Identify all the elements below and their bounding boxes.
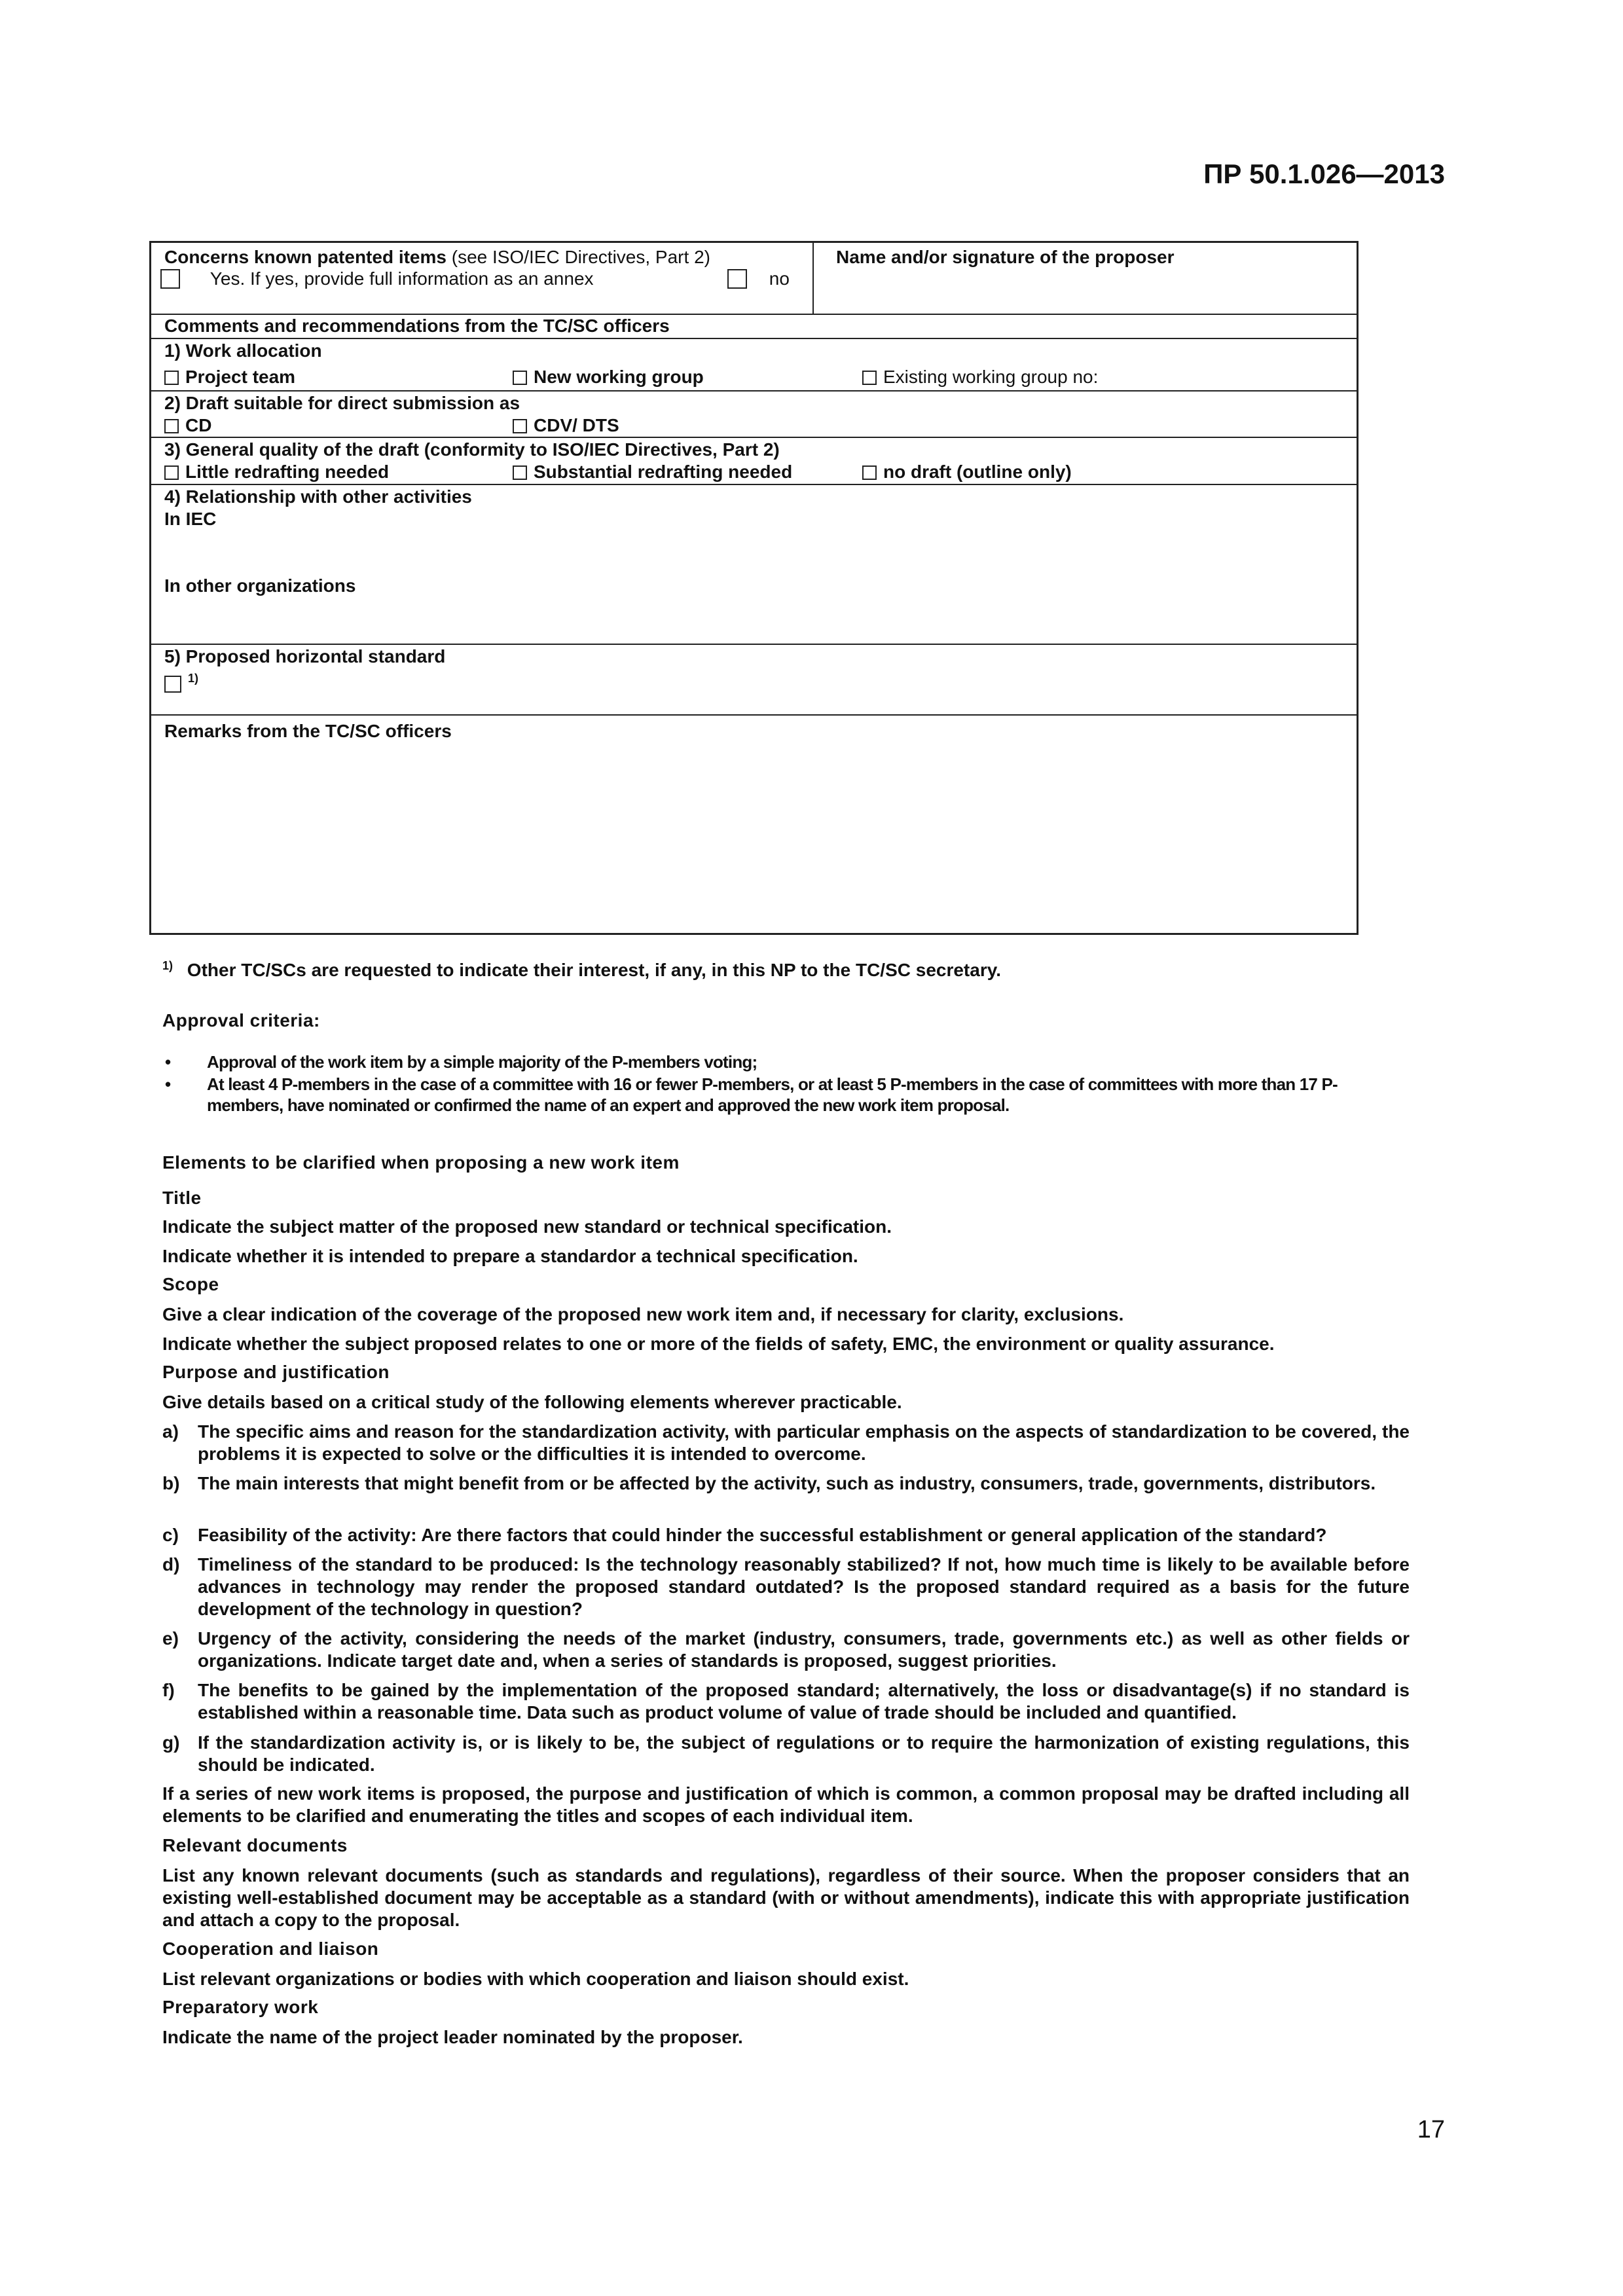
purpose-list-item-f: f) The benefits to be gained by the implementation of the proposed standard; alternatively, the loss or disadvantage(s) if no standard is established within a reasonable time. Data such as product volume of value of trade should be included and quantified. (162, 1680, 1410, 1722)
patent-heading: Concerns known patented items (see ISO/IEC Directives, Part 2) (164, 247, 710, 267)
proposal-form (149, 241, 1359, 935)
column-divider (812, 243, 814, 314)
cd-checkbox[interactable] (164, 419, 179, 433)
existing-working-group-option[interactable]: Existing working group no: (862, 368, 1098, 386)
series-paragraph: If a series of new work items is proposed, the purpose and justification of which is common, a common proposal may be drafted including all elements to be clarified and enumerating the titles and scopes of each individual item. (162, 1783, 1410, 1826)
horizontal-standard-label: 5) Proposed horizontal standard (164, 646, 446, 666)
purpose-list-item-d: d) Timeliness of the standard to be produced: Is the technology reasonably stabilized? If not, how much time is likely to be available before advances in technology may render the proposed standard outdated? Is the proposed standard required as a basis for the future development of the technology in question? (162, 1554, 1410, 1619)
purpose-list-item-c: c) Feasibility of the activity: Are there factors that could hinder the successful establishment or general application of the standard? (162, 1525, 1327, 1545)
elements-heading: Elements to be clarified when proposing a new work item (162, 1152, 680, 1173)
horizontal-standard-option[interactable] (164, 672, 198, 693)
horizontal-standard-checkbox[interactable] (164, 676, 181, 693)
preparatory-work-paragraph: Indicate the name of the project leader nominated by the proposer. (162, 2027, 743, 2047)
preparatory-work-heading: Preparatory work (162, 1997, 319, 2017)
purpose-paragraph: Give details based on a critical study of the following elements wherever practicable. (162, 1392, 902, 1412)
patent-yes-checkbox[interactable] (160, 269, 180, 289)
work-allocation-row (151, 339, 1357, 392)
proposer-label: Name and/or signature of the proposer (836, 247, 1175, 267)
purpose-list-item-e: e) Urgency of the activity, considering the needs of the market (industry, consumers, trade, governments etc.) as well as other fields or organizations. Indicate target date and, when a series of standards is proposed, suggest priorities. (162, 1628, 1410, 1671)
general-quality-row (151, 438, 1357, 485)
little-redrafting-checkbox[interactable] (164, 465, 179, 480)
in-iec-label: In IEC (164, 509, 217, 529)
comments-heading: Comments and recommendations from the TC/SC officers (164, 316, 670, 336)
in-other-organizations-label: In other organizations (164, 575, 356, 596)
page-number: 17 (1417, 2116, 1445, 2143)
purpose-list-item-a: a) The specific aims and reason for the standardization activity, with particular emphasis on the aspects of standardization to be covered, the problems it is expected to solve or the difficulties it is intended to overcome. (162, 1421, 1410, 1464)
no-draft-option[interactable]: no draft (outline only) (862, 463, 1072, 481)
draft-suitable-row (151, 392, 1357, 438)
patent-yes-option[interactable]: Yes. If yes, provide full information as an annex (160, 269, 594, 289)
footnote: $^{1)}$ Other TC/SCs are requested to indicate their interest, if any, in this NP to the TC/SC secretary. (162, 959, 1001, 980)
comments-row (151, 315, 1357, 339)
substantial-redrafting-checkbox[interactable] (513, 465, 527, 480)
relationship-row (151, 485, 1357, 645)
work-allocation-label: 1) Work allocation (164, 340, 322, 361)
approval-criteria-heading: Approval criteria: (162, 1010, 320, 1030)
purpose-heading: Purpose and justification (162, 1362, 390, 1382)
scope-heading: Scope (162, 1274, 219, 1294)
project-team-option[interactable]: Project team (164, 368, 295, 386)
cdv-option[interactable]: CDV/ DTS (513, 416, 619, 435)
cd-option[interactable]: CD (164, 416, 211, 435)
new-working-group-checkbox[interactable] (513, 371, 527, 385)
new-working-group-option[interactable]: New working group (513, 368, 704, 386)
scope-paragraph-2: Indicate whether the subject proposed relates to one or more of the fields of safety, EMC, the environment or quality assurance. (162, 1334, 1275, 1354)
document-number: ПР 50.1.026—2013 (1203, 158, 1445, 189)
relevant-documents-heading: Relevant documents (162, 1835, 348, 1855)
patent-no-checkbox[interactable] (727, 269, 747, 289)
title-paragraph-2: Indicate whether it is intended to prepare a standardor a technical specification. (162, 1246, 858, 1266)
existing-working-group-checkbox[interactable] (862, 371, 877, 385)
relationship-label: 4) Relationship with other activities (164, 486, 472, 507)
purpose-list-item-g: g) If the standardization activity is, or is likely to be, the subject of regulations or to require the harmonization of existing regulations, this should be indicated. (162, 1732, 1410, 1775)
approval-item: • At least 4 P-members in the case of a committee with 16 or fewer P-members, or at least 5 P-members in the case of committees with more than 17 P-members, have nominated or confirmed the name of an expert and approved the new work item proposal. (165, 1074, 1338, 1115)
remarks-heading: Remarks from the TC/SC officers (164, 721, 452, 741)
patent-no-option[interactable]: no (727, 269, 790, 289)
relevant-documents-paragraph: List any known relevant documents (such as standards and regulations), regardless of their source. When the proposer considers that an existing well-established document may be acceptable as a standard (with or without amendments), indicate this with appropriate justification and attach a copy to the proposal. (162, 1865, 1410, 1930)
remarks-area[interactable] (151, 716, 1357, 933)
cooperation-paragraph: List relevant organizations or bodies with which cooperation and liaison should exist. (162, 1969, 909, 1989)
little-redrafting-option[interactable]: Little redrafting needed (164, 463, 389, 481)
substantial-redrafting-option[interactable]: Substantial redrafting needed (513, 463, 792, 481)
draft-suitable-label: 2) Draft suitable for direct submission as (164, 393, 520, 413)
cooperation-heading: Cooperation and liaison (162, 1939, 379, 1959)
title-heading: Title (162, 1188, 202, 1208)
scope-paragraph-1: Give a clear indication of the coverage of the proposed new work item and, if necessary for clarity, exclusions. (162, 1304, 1124, 1324)
project-team-checkbox[interactable] (164, 371, 179, 385)
title-paragraph-1: Indicate the subject matter of the proposed new standard or technical specification. (162, 1216, 892, 1237)
footnote-mark: 1) (162, 959, 173, 972)
cdv-checkbox[interactable] (513, 419, 527, 433)
horizontal-standard-row (151, 645, 1357, 716)
approval-item: • Approval of the work item by a simple majority of the P-members voting; (165, 1052, 757, 1072)
patent-row (151, 243, 1357, 315)
footnote-ref: 1) (188, 672, 199, 685)
general-quality-label: 3) General quality of the draft (conformity to ISO/IEC Directives, Part 2) (164, 439, 780, 460)
purpose-list-item-b: b) The main interests that might benefit from or be affected by the activity, such as industry, consumers, trade, governments, distributors. (162, 1473, 1376, 1493)
no-draft-checkbox[interactable] (862, 465, 877, 480)
